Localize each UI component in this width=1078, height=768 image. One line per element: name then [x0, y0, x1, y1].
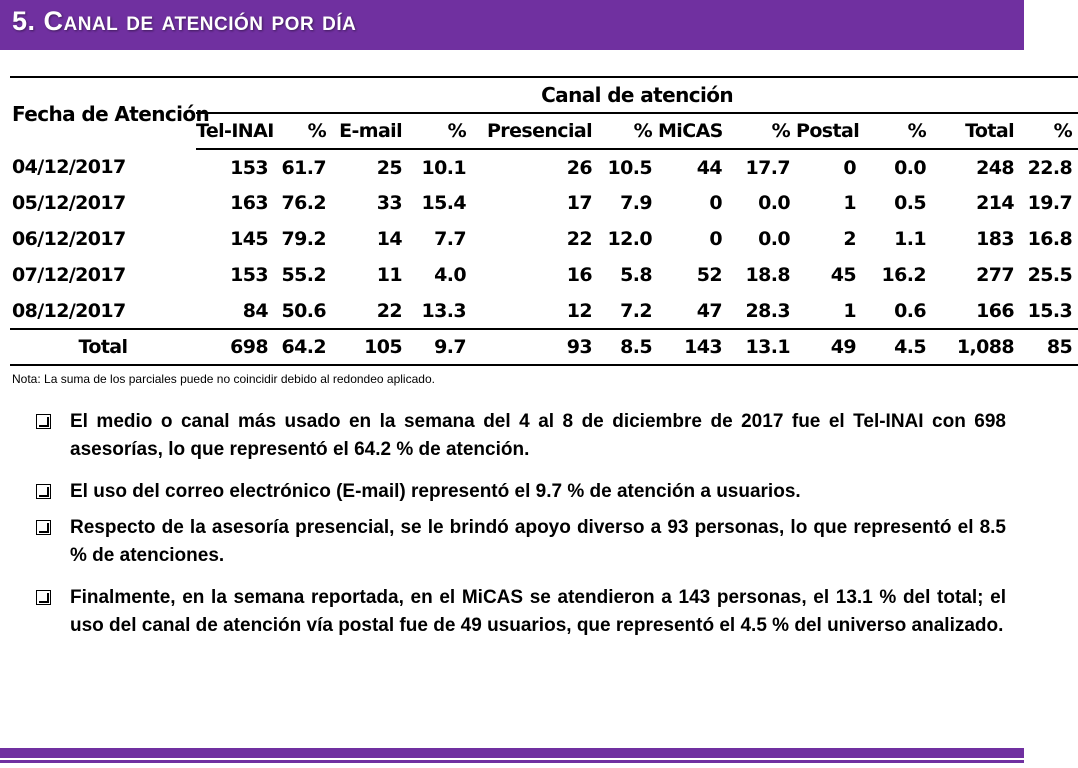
bullet-item — [36, 478, 1006, 506]
bullet-text: Finalmente, en la semana reportada, en el MiCAS se atendieron a 143 personas, el 13.1 % del total; el uso del canal de atención vía postal fue de 49 usuarios, que representó el 4.5 % del universo analizado. — [70, 587, 1006, 636]
checkbox-bullet-icon — [36, 414, 51, 429]
table-cell: 248 — [976, 156, 1014, 179]
total-cell: 105 — [332, 329, 408, 365]
total-cell: 8.5 — [598, 329, 658, 365]
total-cell: 4.5 — [862, 329, 932, 365]
table-cell: 52 — [696, 264, 722, 286]
table-cell: 0.5 — [894, 192, 926, 214]
total-cell: 64.2 — [274, 329, 332, 365]
table-cell: 17.7 — [745, 156, 790, 179]
table-cell: 153 — [230, 156, 268, 179]
date-column-header: Fecha de Atención — [10, 77, 196, 149]
table-cell: 7.9 — [620, 192, 652, 214]
slide-title: 5. Canal de atención por día — [12, 6, 357, 36]
table-cell: 0.0 — [894, 156, 926, 179]
column-header-pct: % — [1020, 113, 1078, 149]
footer-line — [0, 760, 1024, 763]
table-cell: 0.0 — [758, 192, 790, 214]
column-header-pct: % — [408, 113, 472, 149]
table-cell: 44 — [696, 156, 722, 179]
table-cell: 166 — [976, 299, 1014, 322]
table-cell: 1 — [843, 192, 856, 214]
table-cell: 13.3 — [421, 299, 466, 322]
total-cell: 93 — [472, 329, 598, 365]
column-header-email: E-mail — [332, 113, 408, 149]
table-cell: 15.3 — [1027, 299, 1073, 322]
bullet-text: Respecto de la asesoría presencial, se le brindó apoyo diverso a 93 personas, lo que representó el 8.5 % de atenciones. — [70, 517, 1006, 566]
column-header-pct: % — [728, 113, 796, 149]
table-cell: 17 — [566, 192, 592, 214]
table-cell: 45 — [830, 264, 856, 286]
column-header-pct: % — [598, 113, 658, 149]
table-cell: 10.5 — [607, 156, 652, 179]
table-cell: 16 — [566, 264, 592, 286]
bullet-text: El medio o canal más usado en la semana del 4 al 8 de diciembre de 2017 fue el Tel-INAI con 698 asesorías, lo que representó el 64.2 % de atención. — [70, 411, 1006, 460]
table-cell: 22 — [376, 299, 402, 322]
channel-group-header: Canal de atención — [196, 77, 1078, 113]
table-cell: 145 — [230, 228, 268, 250]
table-cell: 0.0 — [758, 228, 790, 250]
total-cell: 85 — [1020, 329, 1078, 365]
table-cell: 0 — [843, 156, 856, 179]
table-row — [10, 149, 1078, 185]
column-header-presencial: Presencial — [472, 113, 598, 149]
table-cell: 214 — [976, 192, 1014, 214]
total-row — [10, 329, 1078, 365]
table-cell: 10.1 — [421, 156, 466, 179]
row-date: 07/12/2017 — [12, 264, 126, 286]
total-cell: 1,088 — [932, 329, 1020, 365]
table-cell: 1.1 — [894, 228, 926, 250]
table-cell: 0.6 — [894, 299, 926, 322]
bullet-item — [36, 514, 1006, 570]
table-row — [10, 257, 1078, 293]
footer-bar — [0, 748, 1024, 758]
table-cell: 76.2 — [281, 192, 326, 214]
column-header-total: Total — [932, 113, 1020, 149]
table-cell: 61.7 — [281, 156, 326, 179]
table-row — [10, 293, 1078, 329]
table-cell: 4.0 — [434, 264, 466, 286]
table-cell: 22.8 — [1027, 156, 1073, 179]
table-cell: 11 — [376, 264, 402, 286]
row-date: 06/12/2017 — [12, 228, 126, 250]
total-cell: 9.7 — [408, 329, 472, 365]
table-cell: 153 — [230, 264, 268, 286]
bullet-item — [36, 584, 1006, 640]
table-cell: 79.2 — [281, 228, 326, 250]
bullet-item — [36, 408, 1006, 464]
table-cell: 163 — [230, 192, 268, 214]
table-cell: 12 — [566, 299, 592, 322]
title-bar — [0, 0, 1024, 50]
table-cell: 18.8 — [745, 264, 790, 286]
table-cell: 277 — [976, 264, 1014, 286]
table-cell: 22 — [566, 228, 592, 250]
bullet-text: El uso del correo electrónico (E-mail) representó el 9.7 % de atención a usuarios. — [70, 481, 801, 502]
table-cell: 16.2 — [881, 264, 926, 286]
table-cell: 55.2 — [281, 264, 326, 286]
table-cell: 84 — [242, 299, 268, 322]
total-cell: 143 — [658, 329, 728, 365]
table-cell: 2 — [843, 228, 856, 250]
table-cell: 5.8 — [620, 264, 652, 286]
checkbox-bullet-icon — [36, 590, 51, 605]
table-row — [10, 185, 1078, 221]
table-cell: 12.0 — [607, 228, 652, 250]
column-header-micas: MiCAS — [658, 113, 728, 149]
checkbox-bullet-icon — [36, 520, 51, 535]
table-cell: 28.3 — [745, 299, 790, 322]
table-cell: 25 — [376, 156, 402, 179]
table-cell: 0 — [709, 192, 722, 214]
table-cell: 25.5 — [1027, 264, 1073, 286]
total-cell: 698 — [196, 329, 274, 365]
column-header-pct: % — [862, 113, 932, 149]
table-cell: 183 — [976, 228, 1014, 250]
table-cell: 15.4 — [421, 192, 466, 214]
attention-table-container — [10, 76, 1073, 366]
table-cell: 7.7 — [434, 228, 466, 250]
table-row — [10, 221, 1078, 257]
row-date: 04/12/2017 — [12, 156, 126, 178]
total-label: Total — [10, 329, 196, 365]
table-cell: 16.8 — [1027, 228, 1073, 250]
row-date: 08/12/2017 — [12, 299, 126, 322]
table-note: Nota: La suma de los parciales puede no coincidir debido al redondeo aplicado. — [12, 372, 435, 386]
total-cell: 49 — [796, 329, 862, 365]
column-header-tel-inai: Tel-INAI — [196, 113, 274, 149]
column-header-pct: % — [274, 113, 332, 149]
table-cell: 33 — [376, 192, 402, 214]
checkbox-bullet-icon — [36, 484, 51, 499]
table-cell: 26 — [566, 156, 592, 179]
table-cell: 47 — [696, 299, 722, 322]
column-header-postal: Postal — [796, 113, 862, 149]
table-cell: 14 — [376, 228, 402, 250]
table-cell: 50.6 — [281, 299, 326, 322]
total-cell: 13.1 — [728, 329, 796, 365]
table-cell: 0 — [709, 228, 722, 250]
table-cell: 7.2 — [620, 299, 652, 322]
summary-bullet-list — [36, 408, 1006, 654]
table-cell: 19.7 — [1027, 192, 1073, 214]
row-date: 05/12/2017 — [12, 192, 126, 214]
attention-table — [10, 76, 1078, 366]
table-cell: 1 — [843, 299, 856, 322]
